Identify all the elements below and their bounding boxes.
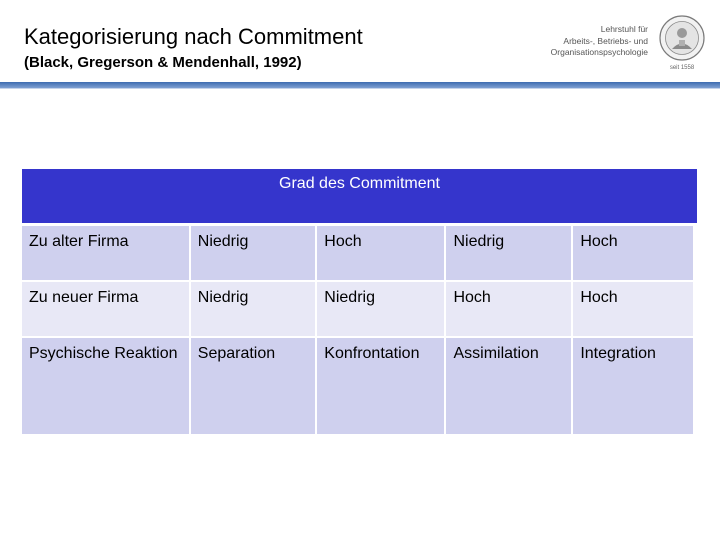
table-cell: Hoch — [317, 226, 444, 280]
table-cell: Niedrig — [191, 226, 316, 280]
slide-title: Kategorisierung nach Commitment — [24, 24, 363, 49]
header-rule-highlight — [0, 88, 720, 89]
table-cell: Separation — [191, 338, 316, 434]
commitment-table — [20, 224, 695, 436]
table-row — [22, 226, 693, 280]
table-cell: Niedrig — [191, 282, 316, 336]
slide-subtitle: (Black, Gregerson & Mendenhall, 1992) — [24, 54, 302, 71]
table-row — [22, 338, 693, 434]
table-cell: Niedrig — [317, 282, 444, 336]
logo-line: Arbeits-, Betriebs- und — [563, 35, 648, 46]
table-cell: Hoch — [573, 282, 693, 336]
university-seal-icon — [656, 14, 708, 72]
table-cell: Integration — [573, 338, 693, 434]
table-cell: Hoch — [573, 226, 693, 280]
row-label: Zu neuer Firma — [22, 282, 189, 336]
row-label: Zu alter Firma — [22, 226, 189, 280]
seal-caption: seit 1558 — [669, 65, 695, 71]
chair-logo-text — [551, 24, 648, 59]
logo-line: Organisationspsychologie — [550, 47, 648, 57]
row-label: Psychische Reaktion — [22, 338, 189, 434]
logo-line: Lehrstuhl für — [600, 24, 648, 34]
table-cell: Niedrig — [446, 226, 571, 280]
table-cell: Hoch — [446, 282, 571, 336]
table-cell: Konfrontation — [317, 338, 444, 434]
table-header: Grad des Commitment — [22, 169, 697, 223]
table-row — [22, 282, 693, 336]
table-cell: Assimilation — [446, 338, 571, 434]
